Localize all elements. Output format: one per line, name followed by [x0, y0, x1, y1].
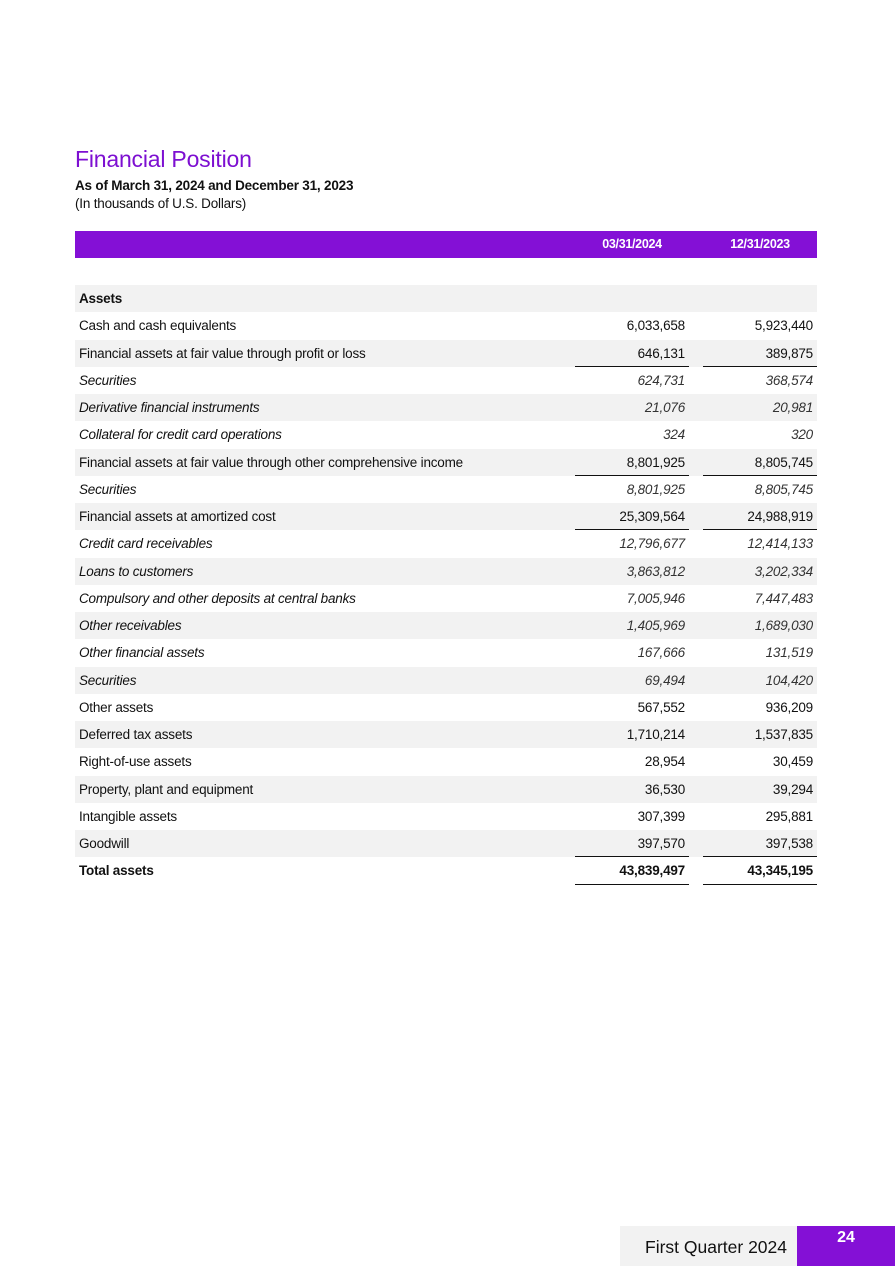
row-value-prior: 1,537,835 — [754, 727, 813, 742]
table-row — [75, 585, 817, 612]
row-value-prior: 320 — [791, 427, 813, 443]
row-value-current: 646,131 — [637, 345, 685, 361]
row-value-current: 324 — [663, 427, 685, 443]
row-value-current: 69,494 — [644, 672, 685, 688]
footer-label-box — [620, 1226, 797, 1266]
column-header-prior: 12/31/2023 — [730, 237, 790, 251]
row-label: Securities — [79, 672, 137, 688]
row-value-prior: 295,881 — [765, 808, 813, 824]
table-row — [75, 476, 817, 503]
total-rule — [703, 884, 817, 885]
row-value-current: 28,954 — [644, 754, 685, 770]
row-label: Goodwill — [79, 836, 130, 851]
column-header-current: 03/31/2024 — [602, 237, 662, 251]
header-spacer — [75, 258, 817, 285]
row-label: Securities — [79, 372, 137, 388]
row-value-current: 43,839,497 — [619, 863, 685, 879]
row-value-prior: 20,981 — [772, 400, 813, 415]
table-row — [75, 639, 817, 666]
table-row — [75, 748, 817, 775]
row-label: Credit card receivables — [79, 536, 213, 552]
row-value-current: 1,405,969 — [626, 618, 685, 633]
row-value-prior: 5,923,440 — [754, 318, 813, 334]
page-title: Financial Position — [75, 146, 252, 172]
row-label: Deferred tax assets — [79, 727, 193, 742]
row-label: Derivative financial instruments — [79, 400, 260, 415]
row-label: Financial assets at fair value through other comprehensive income — [79, 454, 463, 470]
row-value-current: 36,530 — [644, 781, 685, 797]
table-row — [75, 857, 817, 884]
row-value-prior: 30,459 — [772, 754, 813, 770]
table-row — [75, 558, 817, 585]
row-value-current: 8,801,925 — [626, 481, 685, 497]
table-row — [75, 694, 817, 721]
table-row — [75, 830, 817, 857]
row-value-prior: 1,689,030 — [754, 618, 813, 633]
row-label: Other financial assets — [79, 645, 205, 661]
row-value-current: 624,731 — [637, 372, 685, 388]
table-row — [75, 721, 817, 748]
row-value-prior: 24,988,919 — [747, 509, 813, 524]
table-row — [75, 394, 817, 421]
row-value-current: 8,801,925 — [626, 454, 685, 470]
page-subtitle: As of March 31, 2024 and December 31, 2023 — [75, 178, 354, 193]
row-value-current: 12,796,677 — [619, 536, 685, 552]
row-label: Property, plant and equipment — [79, 781, 254, 797]
row-label: Loans to customers — [79, 563, 194, 579]
row-value-prior: 3,202,334 — [754, 563, 813, 579]
row-value-prior: 8,805,745 — [754, 481, 813, 497]
row-value-current: 7,005,946 — [626, 590, 685, 606]
row-value-current: 167,666 — [637, 645, 685, 661]
row-value-prior: 8,805,745 — [754, 454, 813, 470]
row-value-current: 25,309,564 — [619, 509, 685, 524]
row-value-current: 567,552 — [637, 699, 685, 715]
row-value-current: 6,033,658 — [626, 318, 685, 334]
row-value-prior: 12,414,133 — [747, 536, 813, 552]
row-value-prior: 131,519 — [765, 645, 813, 661]
page-number-box — [797, 1226, 895, 1266]
table-row — [75, 803, 817, 830]
table-body — [75, 312, 817, 884]
row-value-current: 307,399 — [637, 808, 685, 824]
row-label: Compulsory and other deposits at central banks — [79, 590, 356, 606]
row-label: Financial assets at fair value through profit or loss — [79, 345, 366, 361]
row-value-prior: 7,447,483 — [754, 590, 813, 606]
row-label: Total assets — [79, 863, 154, 879]
total-rule — [575, 884, 689, 885]
row-label: Intangible assets — [79, 808, 177, 824]
row-value-prior: 389,875 — [765, 345, 813, 361]
row-value-prior: 39,294 — [772, 781, 813, 797]
row-label: Other receivables — [79, 618, 182, 633]
page-number: 24 — [837, 1229, 855, 1246]
financial-position-table — [75, 231, 817, 885]
row-label: Right-of-use assets — [79, 754, 192, 770]
row-label: Financial assets at amortized cost — [79, 509, 276, 524]
table-row — [75, 312, 817, 339]
units-note: (In thousands of U.S. Dollars) — [75, 196, 247, 211]
table-row — [75, 449, 817, 476]
table-row — [75, 530, 817, 557]
row-value-prior: 368,574 — [765, 372, 813, 388]
row-label: Cash and cash equivalents — [79, 318, 237, 334]
section-header-assets — [75, 285, 817, 312]
row-value-prior: 936,209 — [765, 699, 813, 715]
row-value-prior: 43,345,195 — [747, 863, 813, 879]
row-label: Collateral for credit card operations — [79, 427, 282, 443]
row-label: Other assets — [79, 699, 154, 715]
row-value-current: 3,863,812 — [626, 563, 685, 579]
report-period-label: First Quarter 2024 — [645, 1237, 787, 1257]
row-value-prior: 104,420 — [765, 672, 813, 688]
table-row — [75, 612, 817, 639]
table-row — [75, 503, 817, 530]
row-value-prior: 397,538 — [765, 836, 813, 851]
table-header — [75, 231, 817, 258]
row-value-current: 1,710,214 — [626, 727, 685, 742]
row-value-current: 397,570 — [637, 836, 685, 851]
table-row — [75, 667, 817, 694]
section-label: Assets — [79, 291, 123, 306]
table-row — [75, 340, 817, 367]
table-row — [75, 776, 817, 803]
table-row — [75, 367, 817, 394]
row-label: Securities — [79, 481, 137, 497]
row-value-current: 21,076 — [644, 400, 685, 415]
table-row — [75, 421, 817, 448]
